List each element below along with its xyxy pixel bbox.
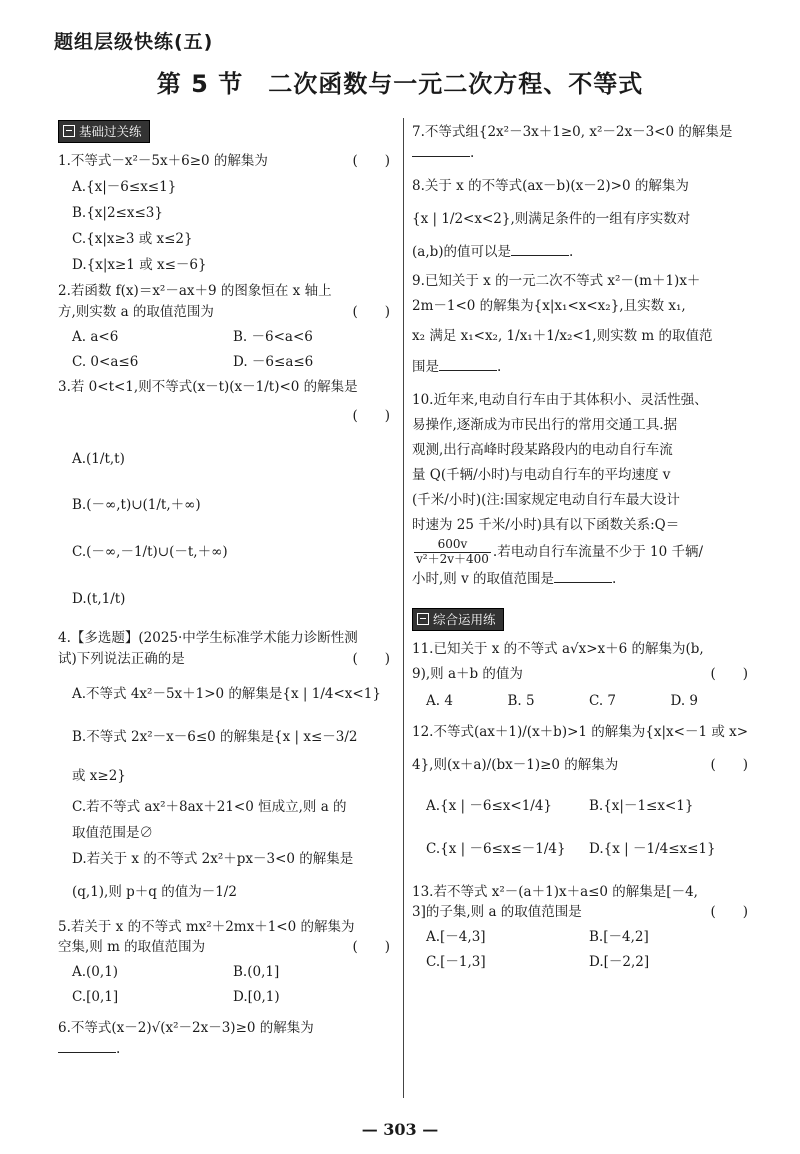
question-4-stem-line1: 4.【多选题】(2025·中学生标准学术能力诊断性测	[58, 630, 358, 647]
series-heading: 题组层级快练(五)	[54, 31, 214, 53]
question-9-line1: 9.已知关于 x 的一元二次不等式 x²－(m＋1)x＋	[412, 272, 701, 289]
question-10-line5: (千米/小时)(注:国家规定电动自行车最大设计	[412, 492, 680, 509]
option-d: D. －6≤a≤6	[233, 353, 314, 370]
option-a: A. 4	[426, 692, 453, 709]
question-11-line1: 11.已知关于 x 的不等式 a√x>x＋6 的解集为(b,	[412, 641, 704, 658]
question-5	[58, 917, 394, 1009]
column-divider	[403, 118, 404, 1098]
question-6: 6.不等式(x－2)√(x²－2x－3)≥0 的解集为 .	[58, 1018, 394, 1060]
option-c: C. 0<a≤6	[72, 353, 139, 370]
option-a: A. a<6	[72, 328, 119, 345]
question-13-line1: 13.若不等式 x²－(a＋1)x＋a≤0 的解集是[－4,	[412, 883, 698, 900]
option-c: C.[0,1]	[72, 989, 119, 1006]
answer-blank[interactable]	[58, 1052, 116, 1053]
flow-formula: $\frac{600v}{\text{v²＋2v＋400}}$	[416, 537, 489, 566]
answer-paren: ( )	[710, 904, 748, 921]
left-column	[58, 118, 394, 1064]
question-12-line2: 4},则(x＋a)/(bx－1)≥0 的解集为 ( )	[412, 755, 752, 776]
answer-blank[interactable]	[554, 582, 612, 583]
question-13	[412, 882, 752, 974]
answer-paren: ( )	[352, 651, 390, 668]
question-13-line2: 3]的子集,则 a 的取值范围是 ( )	[412, 902, 752, 923]
question-8-stem-line3: (a,b)的值可以是	[412, 243, 512, 260]
answer-blank[interactable]	[511, 255, 569, 256]
section-title: 第 5 节 二次函数与一元二次方程、不等式	[156, 70, 644, 98]
question-8-stem-line1: 8.关于 x 的不等式(ax－b)(x－2)>0 的解集为	[412, 177, 689, 194]
option-c: C.[－1,3]	[426, 954, 486, 971]
option-c: C.{x|x≥3 或 x≤2}	[72, 231, 193, 248]
option-d-line1: D.若关于 x 的不等式 2x²＋px－3<0 的解集是	[72, 850, 354, 867]
question-12	[412, 722, 752, 860]
option-a: A.不等式 4x²－5x＋1>0 的解集是{x | 1/4<x<1}	[72, 686, 381, 703]
answer-paren: ( )	[710, 756, 748, 773]
answer-paren: ( )	[352, 939, 390, 956]
answer-blank[interactable]	[439, 370, 497, 371]
book-icon	[417, 613, 429, 625]
question-10: 10.近年来,电动自行车由于其体积小、灵活性强、 易操作,逐渐成为市民出行的常用交通工具.据 观测,出行高峰时段某路段内的电动自行车流 量 Q(千辆/小时)与电动自行车的平均速度 v (千米/小时)(注:国家规定电动自行车最大设计 时速为 25 千米/小时)具有以下函数关系:Q＝ $\frac{600v}{\text{v²＋2v＋400}}$ .若电动自行车流量不少于 10 千辆/ 小时,则 v 的取值范围是 .	[412, 388, 752, 591]
option-d: D.[0,1)	[233, 989, 280, 1006]
question-5-stem-line1: 5.若关于 x 的不等式 mx²＋2mx＋1<0 的解集为	[58, 918, 355, 935]
option-a: A.(1/t,t)	[72, 450, 125, 467]
option-b: B.(－∞,t)∪(1/t,＋∞)	[72, 497, 201, 514]
option-b: B.{x|－1≤x<1}	[589, 797, 694, 814]
option-d: D.{x|x≥1 或 x≤－6}	[72, 257, 207, 274]
question-7: 7.不等式组{2x²－3x＋1≥0, x²－2x－3<0 的解集是.	[412, 124, 733, 161]
question-7-stem: 7.不等式组{2x²－3x＋1≥0, x²－2x－3<0 的解集是	[412, 124, 733, 140]
option-b-line1: B.不等式 2x²－x－6≤0 的解集是{x | x≤－3/2	[72, 728, 358, 745]
question-10-line3: 观测,出行高峰时段某路段内的电动自行车流	[412, 442, 673, 459]
question-9-line3: x₂ 满足 x₁<x₂, 1/x₁＋1/x₂<1,则实数 m 的取值范	[412, 328, 713, 345]
question-9-line4: 围是	[412, 359, 439, 376]
option-a: A.{x | －6≤x<1/4}	[426, 797, 553, 814]
question-4	[58, 628, 394, 902]
option-b-line2: 或 x≥2}	[72, 767, 126, 784]
question-8: 8.关于 x 的不等式(ax－b)(x－2)>0 的解集为 {x | 1/2<x<2},则满足条件的一组有序实数对 (a,b)的值可以是 .	[412, 176, 752, 263]
option-c: C. 7	[589, 692, 617, 709]
option-c: C.{x | －6≤x≤－1/4}	[426, 840, 566, 857]
question-9-line2: 2m－1<0 的解集为{x|x₁<x<x₂},且实数 x₁,	[412, 297, 686, 314]
option-c-line1: C.若不等式 ax²＋8ax＋21<0 恒成立,则 a 的	[72, 798, 347, 815]
question-4-stem-line2: 试)下列说法正确的是 ( )	[58, 649, 394, 670]
answer-paren: ( )	[352, 303, 390, 320]
question-10-line8: 小时,则 v 的取值范围是	[412, 570, 555, 587]
question-3-stem: 3.若 0<t<1,则不等式(x－t)(x－1/t)<0 的解集是	[58, 378, 358, 395]
answer-paren: ( )	[710, 665, 748, 682]
option-b: B.[－4,2]	[589, 929, 649, 946]
option-b: B.{x|2≤x≤3}	[72, 205, 163, 222]
option-c-line2: 取值范围是∅	[72, 824, 153, 841]
question-10-line7: $\frac{600v}{\text{v²＋2v＋400}}$ .若电动自行车流量不少于 10 千辆/	[416, 537, 704, 566]
option-d-line2: (q,1),则 p＋q 的值为－1/2	[72, 883, 237, 900]
option-a: A.{x|－6≤x≤1}	[72, 179, 177, 196]
option-d: D.[－2,2]	[589, 954, 650, 971]
book-icon	[63, 125, 75, 137]
question-5-stem-line2: 空集,则 m 的取值范围为 ( )	[58, 937, 394, 958]
answer-blank[interactable]	[412, 156, 470, 157]
option-a: A.(0,1)	[72, 964, 119, 981]
question-3	[58, 377, 394, 611]
question-6-stem: 6.不等式(x－2)√(x²－2x－3)≥0 的解集为	[58, 1020, 314, 1037]
option-c: C.(－∞,－1/t)∪(－t,＋∞)	[72, 544, 228, 561]
question-1	[58, 151, 394, 276]
question-10-line1: 10.近年来,电动自行车由于其体积小、灵活性强、	[412, 392, 708, 409]
question-2	[58, 281, 394, 373]
question-10-line6: 时速为 25 千米/小时)具有以下函数关系:Q＝	[412, 517, 680, 534]
option-b: B. 5	[507, 692, 535, 709]
question-11-line2: 9),则 a＋b 的值为 ( )	[412, 664, 752, 685]
question-1-stem: 1.不等式－x²－5x＋6≥0 的解集为	[58, 153, 268, 170]
question-9: 9.已知关于 x 的一元二次不等式 x²－(m＋1)x＋ 2m－1<0 的解集为{x|x₁<x<x₂},且实数 x₁, x₂ 满足 x₁<x₂, 1/x₁＋1/x₂<1,则实数 m 的取值范 围是 .	[412, 271, 752, 379]
option-d: D.(t,1/t)	[72, 591, 126, 608]
applied-practice-label: 综合运用练	[412, 608, 504, 631]
question-12-line1: 12.不等式(ax＋1)/(x＋b)>1 的解集为{x|x<－1 或 x>	[412, 723, 749, 740]
question-10-line2: 易操作,逐渐成为市民出行的常用交通工具.据	[412, 417, 678, 434]
answer-paren: ( )	[352, 153, 390, 170]
question-11	[412, 639, 752, 712]
option-d: D. 9	[670, 692, 699, 709]
basic-practice-label: 基础过关练	[58, 120, 150, 143]
question-8-stem-line2: {x | 1/2<x<2},则满足条件的一组有序实数对	[412, 210, 691, 227]
option-a: A.[－4,3]	[426, 929, 486, 946]
option-b: B.(0,1]	[233, 964, 280, 981]
option-d: D.{x | －1/4≤x≤1}	[589, 840, 716, 857]
question-10-line4: 量 Q(千辆/小时)与电动自行车的平均速度 v	[412, 467, 671, 484]
question-2-stem-line1: 2.若函数 f(x)＝x²－ax＋9 的图象恒在 x 轴上	[58, 282, 332, 299]
answer-paren: ( )	[352, 407, 390, 424]
option-b: B. －6<a<6	[233, 328, 313, 345]
right-column	[412, 118, 752, 977]
question-2-stem-line2: 方,则实数 a 的取值范围为 ( )	[58, 302, 394, 323]
page-number: — 303 —	[361, 1120, 439, 1139]
